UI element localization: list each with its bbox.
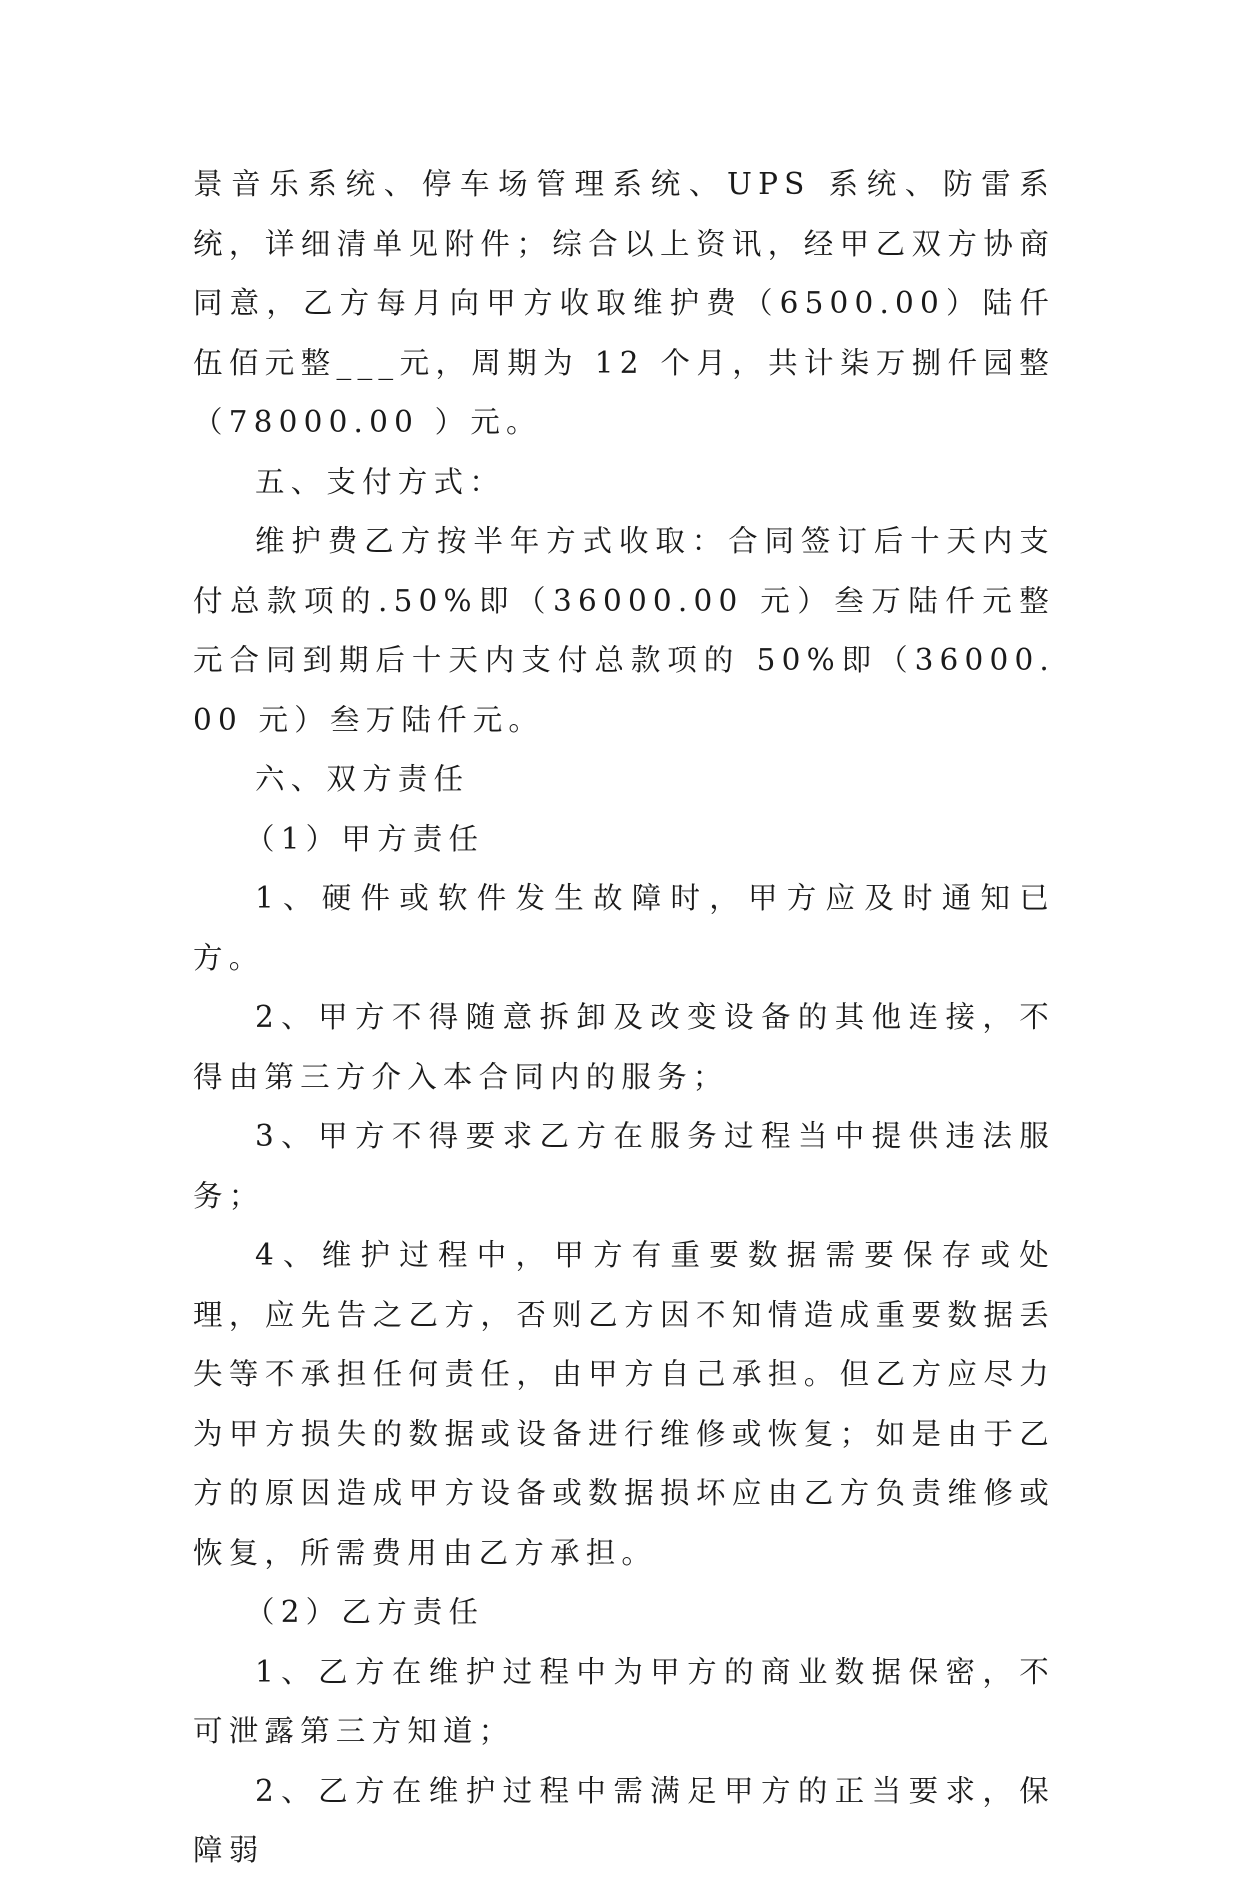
heading-payment-method: 五、支付方式： (255, 464, 505, 499)
subheading-party-b-responsibility: （2）乙方责任 (245, 1595, 485, 1629)
paragraph-service-fee: 景音乐系统、停车场管理系统、UPS 系统、防雷系统，详细清单见附件；综合以上资讯，经甲乙双方协商同意，乙方每月向甲方收取维护费（6500.00）陆仟伍佰元整___元，周期为 12 个月，共计柒万捌仟园整（78000.00 ）元。 (193, 167, 1055, 439)
paragraph-payment-terms: 维护费乙方按半年方式收取：合同签订后十天内支付总款项的.50%即（36000.00 元）叁万陆仟元整元合同到期后十天内支付总款项的 50%即（36000.00 元）叁万陆仟元。 (193, 524, 1055, 737)
clause-a-1: 1、硬件或软件发生故障时，甲方应及时通知已方。 (193, 881, 1055, 975)
clause-a-2: 2、甲方不得随意拆卸及改变设备的其他连接，不得由第三方介入本合同内的服务； (193, 1000, 1055, 1094)
document-body (193, 155, 1055, 1881)
heading-responsibilities: 六、双方责任 (255, 762, 470, 796)
subheading-party-a-responsibility: （1）甲方责任 (245, 821, 485, 856)
clause-b-1: 1、乙方在维护过程中为甲方的商业数据保密，不可泄露第三方知道； (193, 1654, 1055, 1748)
clause-a-3: 3、甲方不得要求乙方在服务过程当中提供违法服务； (193, 1119, 1055, 1213)
clause-b-2: 2、乙方在维护过程中需满足甲方的正当要求，保障弱 (193, 1773, 1055, 1867)
clause-a-4: 4、维护过程中，甲方有重要数据需要保存或处理，应先告之乙方，否则乙方因不知情造成重要数据丢失等不承担任何责任，由甲方自己承担。但乙方应尽力为甲方损失的数据或设备进行维修或恢复；如是由于乙方的原因造成甲方设备或数据损坏应由乙方负责维修或恢复，所需费用由乙方承担。 (193, 1238, 1055, 1570)
